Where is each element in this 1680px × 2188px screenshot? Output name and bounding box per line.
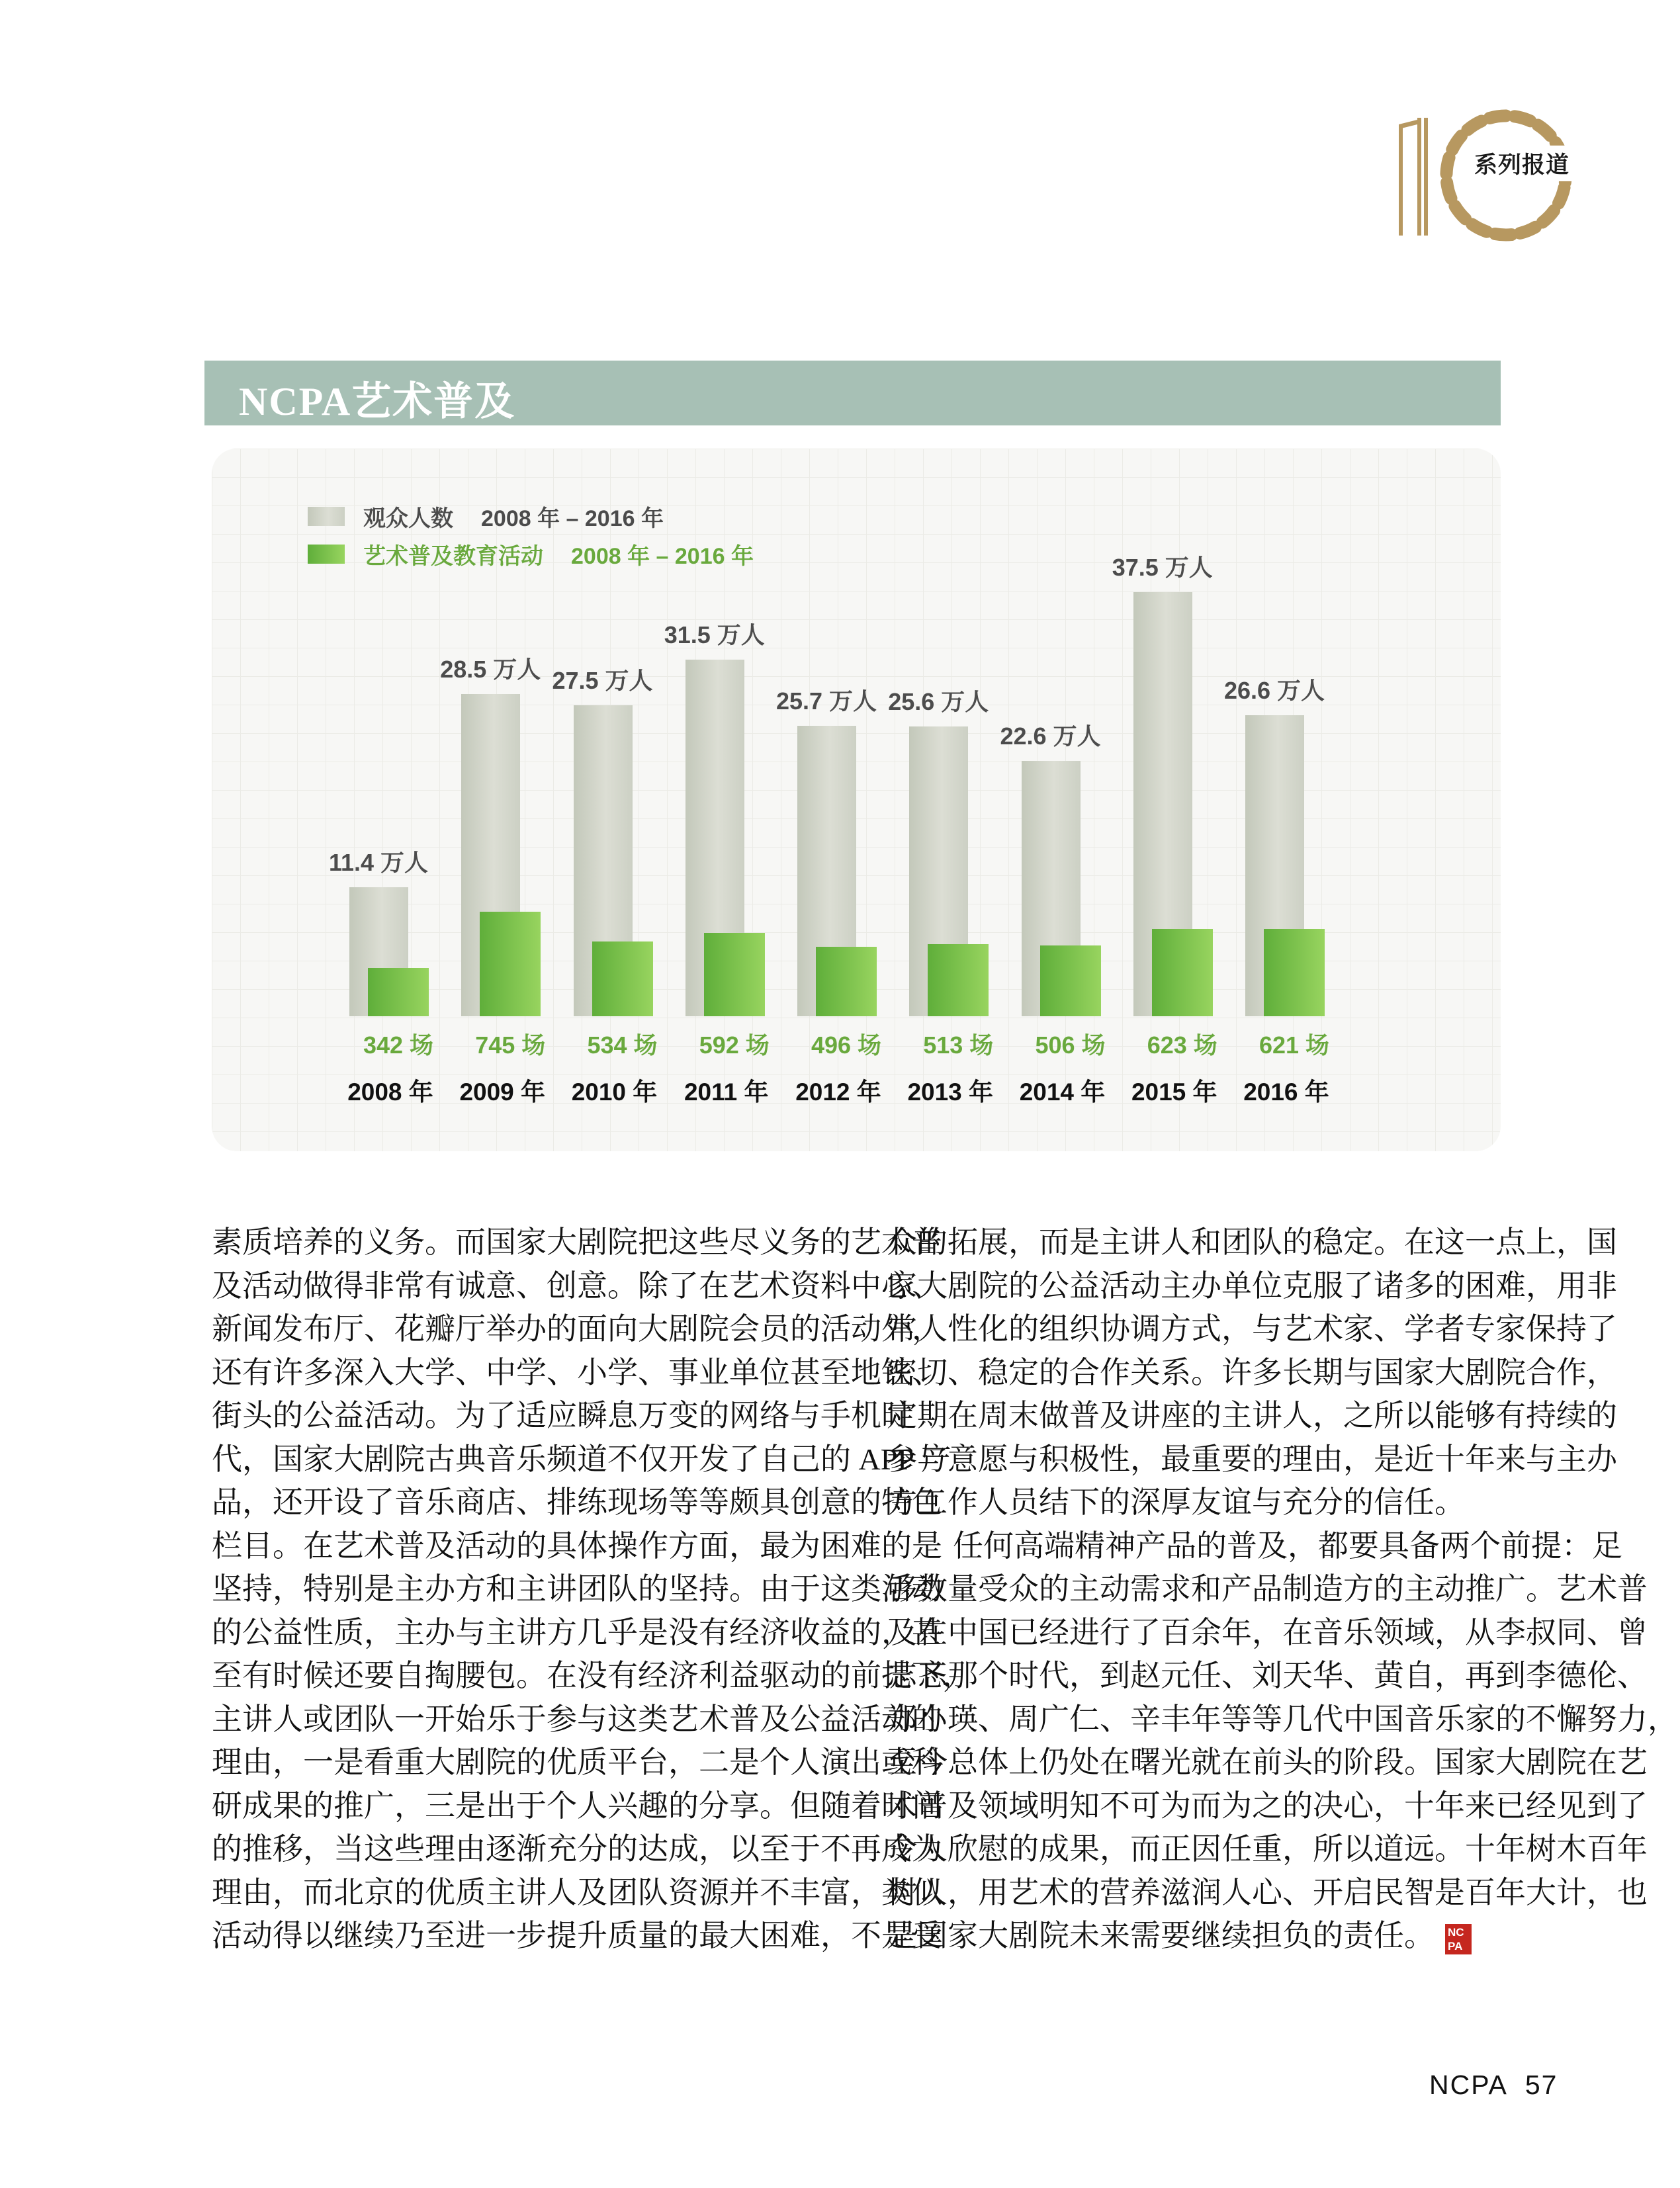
bar-events-label: 513 场 bbox=[923, 1031, 994, 1059]
text-line: 是国家大剧院未来需要继续担负的责任。 NC PA bbox=[887, 1914, 1495, 1958]
events-bar bbox=[928, 944, 989, 1016]
text-line: 够数量受众的主动需求和产品制造方的主动推广。艺术普 bbox=[887, 1572, 1648, 1606]
section-title: NCPA艺术普及 bbox=[239, 380, 516, 423]
text-line: 密切、稳定的合作关系。许多长期与国家大剧院合作， bbox=[887, 1355, 1617, 1389]
text-line: 树人，用艺术的营养滋润人心、开启民智是百年大计，也 bbox=[887, 1875, 1648, 1909]
bar-year-label: 2015 年 bbox=[1131, 1078, 1217, 1106]
text-line: 新闻发布厅、花瓣厅举办的面向大剧院会员的活动外， bbox=[212, 1312, 942, 1346]
text-line: 的推移，当这些理由逐渐充分的达成，以至于不再成为 bbox=[212, 1832, 942, 1866]
text-line: 研成果的推广，三是出于个人兴趣的分享。但随着时间 bbox=[212, 1788, 942, 1823]
text-line: 理由，而北京的优质主讲人及团队资源并不丰富，类似 bbox=[212, 1875, 942, 1909]
bar-group bbox=[888, 449, 995, 1151]
legend-events-label: 艺术普及教育活动 bbox=[363, 544, 543, 569]
events-bar bbox=[1152, 929, 1213, 1016]
bar-group bbox=[1223, 449, 1331, 1151]
text-line: 至今总体上仍处在曙光就在前头的阶段。国家大剧院在艺 bbox=[887, 1745, 1648, 1779]
bar-group bbox=[775, 449, 883, 1151]
bar-group bbox=[1000, 449, 1108, 1151]
events-bar bbox=[1040, 945, 1101, 1016]
left-column bbox=[212, 1221, 973, 1958]
series-report-label: 系列报道 bbox=[1472, 146, 1572, 181]
text-line: 家大剧院的公益活动主办单位克服了诸多的困难，用非 bbox=[887, 1268, 1617, 1303]
bar-group bbox=[328, 449, 435, 1151]
text-line: 街头的公益活动。为了适应瞬息万变的网络与手机时 bbox=[212, 1399, 912, 1432]
bar-value-label: 25.6 万人 bbox=[888, 688, 989, 715]
bar-value-label: 25.7 万人 bbox=[775, 687, 877, 715]
bar-year-label: 2016 年 bbox=[1243, 1078, 1329, 1106]
text-line: 及在中国已经进行了百余年，在音乐领域，从李叔同、曾 bbox=[887, 1615, 1648, 1649]
text-line: 坚持，特别是主办方和主讲团队的坚持。由于这类活动 bbox=[212, 1572, 942, 1606]
bar-year-label: 2008 年 bbox=[347, 1078, 433, 1106]
chart-panel bbox=[212, 449, 1501, 1151]
text-line: 品，还开设了音乐商店、排练现场等等颇具创意的特色 bbox=[212, 1485, 942, 1519]
text-line: 术普及领域明知不可为而为之的决心，十年来已经见到了 bbox=[887, 1788, 1648, 1823]
bar-year-label: 2011 年 bbox=[684, 1078, 769, 1106]
bar-year-label: 2012 年 bbox=[795, 1078, 881, 1106]
text-line: 方工作人员结下的深厚友谊与充分的信任。 bbox=[887, 1485, 1465, 1519]
bar-events-label: 621 场 bbox=[1259, 1031, 1330, 1059]
numeral-one bbox=[1399, 118, 1432, 236]
bar-value-label: 37.5 万人 bbox=[1112, 554, 1213, 581]
bar-events-label: 592 场 bbox=[699, 1031, 770, 1059]
text-line: 及活动做得非常有诚意、创意。除了在艺术资料中心、 bbox=[212, 1268, 942, 1303]
ncpa-end-mark: NC PA bbox=[1445, 1924, 1472, 1954]
issue-logo bbox=[1390, 106, 1588, 251]
bar-value-label: 26.6 万人 bbox=[1223, 677, 1325, 704]
events-swatch bbox=[308, 545, 345, 564]
events-bar bbox=[704, 933, 765, 1016]
bar-events-label: 745 场 bbox=[475, 1031, 546, 1059]
text-line: 定期在周末做普及讲座的主讲人，之所以能够有持续的 bbox=[887, 1399, 1617, 1432]
bar-events-label: 534 场 bbox=[587, 1031, 658, 1059]
bar-year-label: 2010 年 bbox=[571, 1078, 658, 1106]
text-line: 至有时候还要自掏腰包。在没有经济利益驱动的前提下， bbox=[212, 1659, 973, 1692]
text-line: 主讲人或团队一开始乐于参与这类艺术普及公益活动的 bbox=[212, 1702, 942, 1736]
text-line: 郑小瑛、周广仁、辛丰年等等几代中国音乐家的不懈努力， bbox=[887, 1702, 1678, 1736]
bar-value-label: 28.5 万人 bbox=[440, 656, 541, 683]
events-bar bbox=[480, 912, 541, 1016]
text-line: 常人性化的组织协调方式，与艺术家、学者专家保持了 bbox=[887, 1312, 1617, 1346]
numeral-one-stroke bbox=[1399, 124, 1403, 236]
numeral-one-stroke bbox=[1424, 118, 1428, 236]
text-line: 栏目。在艺术普及活动的具体操作方面，最为困难的是 bbox=[212, 1528, 942, 1563]
events-bar bbox=[816, 947, 877, 1016]
bar-year-label: 2013 年 bbox=[907, 1078, 994, 1106]
legend-audience-label: 观众人数 bbox=[363, 506, 453, 531]
footer-label: NCPA bbox=[1429, 2070, 1508, 2100]
bar-value-label: 22.6 万人 bbox=[1000, 722, 1101, 750]
section-header-bar bbox=[204, 361, 1501, 425]
bar-group bbox=[664, 449, 772, 1151]
text-line: 理由，一是看重大剧院的优质平台，二是个人演出或科 bbox=[212, 1745, 942, 1779]
page-number: 57 bbox=[1525, 2070, 1558, 2100]
article-body bbox=[212, 1221, 1678, 1958]
text-line: 代，国家大剧院古典音乐频道不仅开发了自己的 APP 产 bbox=[212, 1442, 951, 1476]
bar-year-label: 2014 年 bbox=[1019, 1078, 1106, 1106]
events-bar bbox=[1264, 929, 1325, 1016]
text-line: 参与意愿与积极性，最重要的理由，是近十年来与主办 bbox=[887, 1442, 1617, 1476]
bar-year-label: 2009 年 bbox=[459, 1078, 546, 1106]
bar-value-label: 31.5 万人 bbox=[664, 621, 765, 648]
text-line: 的公益性质，主办与主讲方几乎是没有经济收益的，甚 bbox=[212, 1615, 942, 1649]
page-footer bbox=[1429, 2070, 1558, 2101]
right-column bbox=[887, 1221, 1678, 1958]
text-line: 令人欣慰的成果，而正因任重，所以道远。十年树木百年 bbox=[887, 1832, 1648, 1866]
bar-events-label: 496 场 bbox=[811, 1031, 882, 1059]
bar-value-label: 27.5 万人 bbox=[552, 667, 653, 694]
bar-events-label: 506 场 bbox=[1035, 1031, 1106, 1059]
bar-group bbox=[1112, 449, 1219, 1151]
text-line: 志忞那个时代，到赵元任、刘天华、黄自，再到李德伦、 bbox=[887, 1659, 1648, 1692]
events-bar bbox=[592, 941, 653, 1016]
bar-events-label: 342 场 bbox=[363, 1031, 434, 1059]
legend-audience-range: 2008 年 – 2016 年 bbox=[481, 506, 664, 531]
text-line: 众的拓展，而是主讲人和团队的稳定。在这一点上，国 bbox=[887, 1225, 1617, 1259]
text-line: 还有许多深入大学、中学、小学、事业单位甚至地铁、 bbox=[212, 1355, 942, 1389]
audience-swatch bbox=[308, 507, 345, 526]
text-line: 任何高端精神产品的普及，都要具备两个前提：足 bbox=[953, 1528, 1622, 1563]
events-bar bbox=[368, 968, 429, 1016]
numeral-one-stroke bbox=[1417, 118, 1421, 236]
bar-events-label: 623 场 bbox=[1147, 1031, 1217, 1059]
text-line: 活动得以继续乃至进一步提升质量的最大困难，不是受 bbox=[212, 1919, 942, 1952]
legend-events-range: 2008 年 – 2016 年 bbox=[571, 544, 754, 569]
bar-value-label: 11.4 万人 bbox=[328, 849, 429, 876]
text-line: 素质培养的义务。而国家大剧院把这些尽义务的艺术普 bbox=[212, 1225, 942, 1259]
